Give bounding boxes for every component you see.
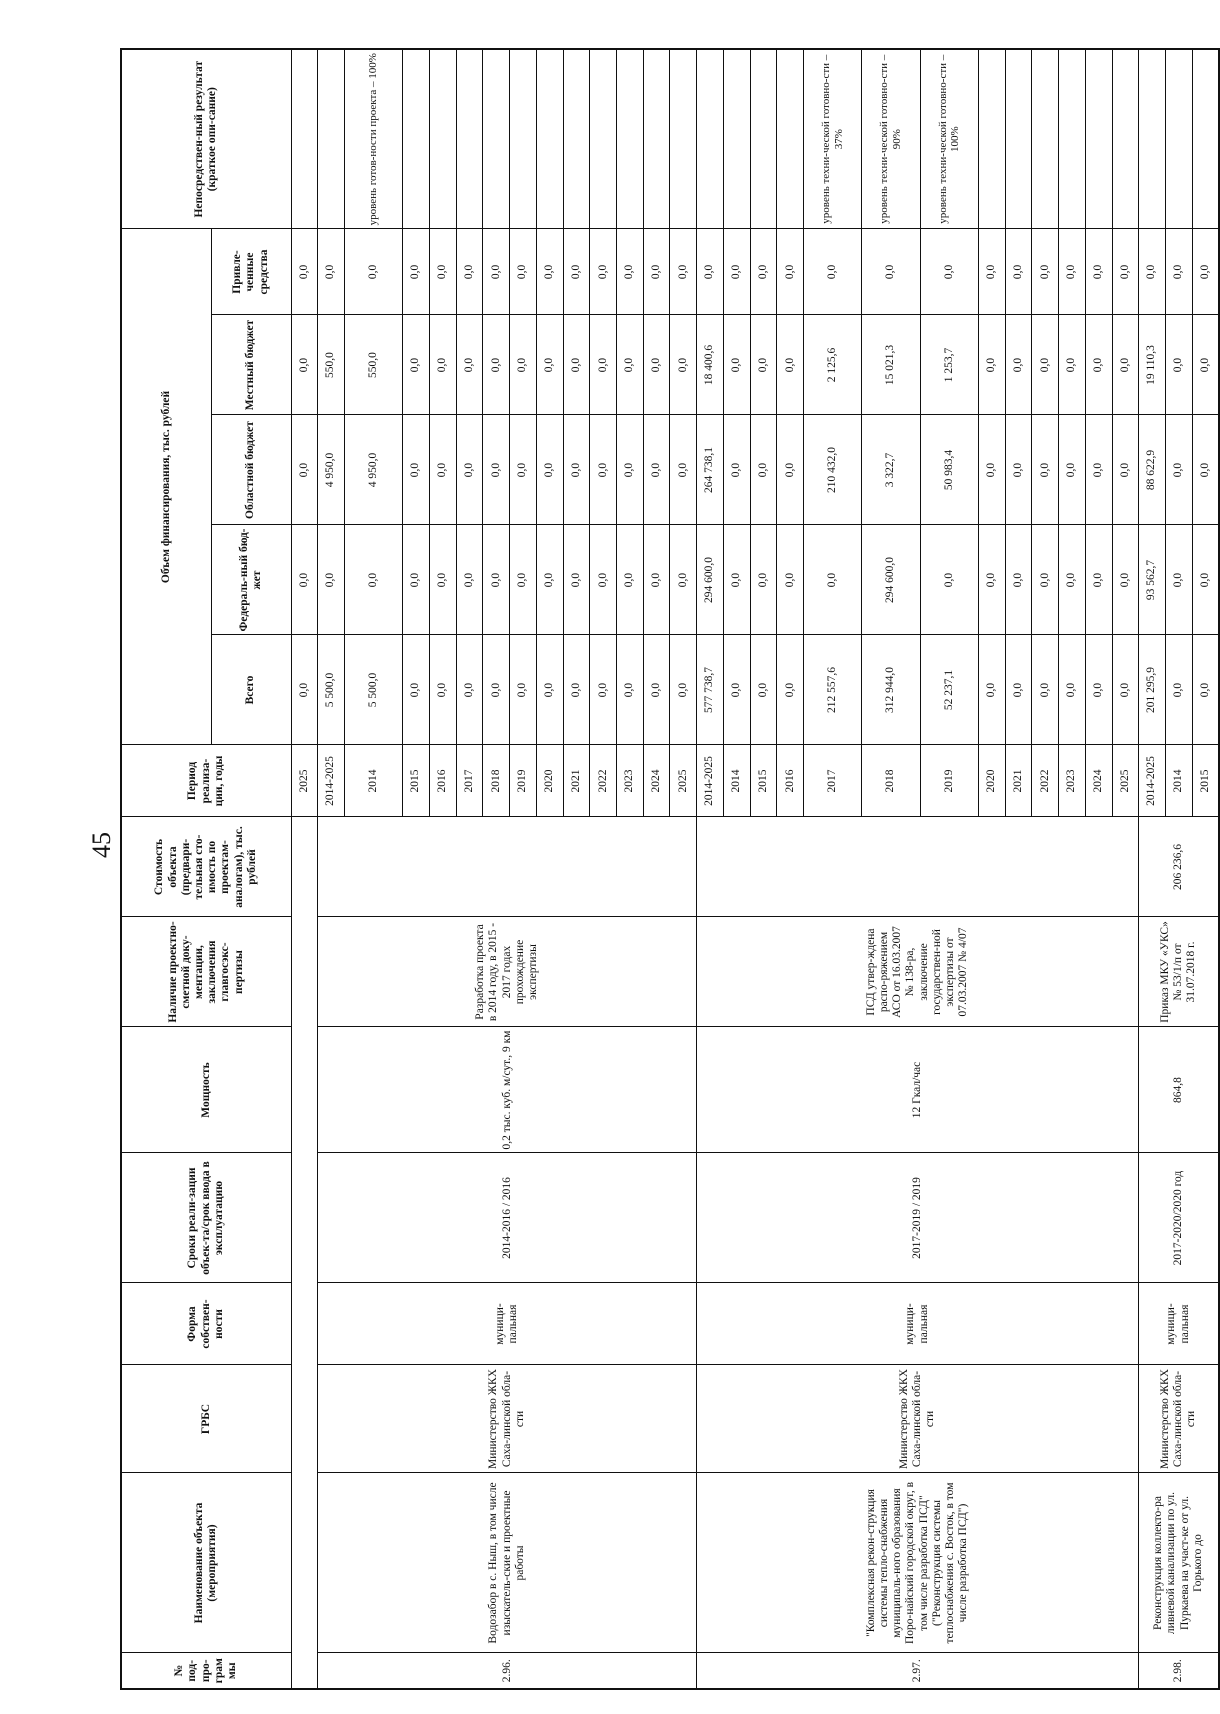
cell-federal: 0,0 xyxy=(750,525,777,635)
cell-total: 312 944,0 xyxy=(862,635,920,745)
cell-federal: 0,0 xyxy=(777,525,804,635)
cell-year: 2014-2025 xyxy=(318,745,345,817)
cell-total: 212 557,6 xyxy=(804,635,862,745)
cell-year: 2022 xyxy=(590,745,617,817)
cell-year: 2025 xyxy=(291,745,318,817)
cell-regional: 0,0 xyxy=(723,415,750,525)
cell-regional: 0,0 xyxy=(616,415,643,525)
cell-local: 0,0 xyxy=(456,315,483,415)
cell-year: 2014-2025 xyxy=(697,745,724,817)
cell-local: 0,0 xyxy=(1005,315,1032,415)
cell-attracted: 0,0 xyxy=(750,229,777,315)
cell-year: 2017 xyxy=(456,745,483,817)
cell-local: 18 400,6 xyxy=(697,315,724,415)
header-funding-group: Объем финансирования, тыс. рублей xyxy=(121,229,211,745)
cell-psd: Приказ МКУ «УКС» № 53/1/п от 31.07.2018 г. xyxy=(1139,917,1219,1027)
cell-capacity: 12 Гкал/час xyxy=(697,1027,1139,1153)
cell-total: 0,0 xyxy=(1032,635,1059,745)
cell-year: 2020 xyxy=(978,745,1005,817)
cell-result xyxy=(483,49,510,229)
cell-attracted: 0,0 xyxy=(318,229,345,315)
cell-attracted: 0,0 xyxy=(590,229,617,315)
cell-federal: 0,0 xyxy=(1085,525,1112,635)
cell-federal: 0,0 xyxy=(723,525,750,635)
cell-capacity: 0,2 тыс. куб. м/сут., 9 км xyxy=(318,1027,697,1153)
cell-regional: 0,0 xyxy=(1085,415,1112,525)
cell-total: 0,0 xyxy=(670,635,697,745)
cell-result xyxy=(1032,49,1059,229)
cell-year: 2015 xyxy=(750,745,777,817)
cell-year: 2018 xyxy=(483,745,510,817)
cell-attracted: 0,0 xyxy=(777,229,804,315)
cell-year: 2025 xyxy=(670,745,697,817)
cell-total: 0,0 xyxy=(291,635,318,745)
cell-federal: 294 600,0 xyxy=(862,525,920,635)
cell-year: 2025 xyxy=(1112,745,1139,817)
cell-local: 0,0 xyxy=(616,315,643,415)
cell-cost xyxy=(318,817,697,917)
cell-local: 550,0 xyxy=(318,315,345,415)
cell-local: 0,0 xyxy=(1059,315,1086,415)
cell-result xyxy=(563,49,590,229)
cell-year: 2021 xyxy=(563,745,590,817)
cell-local: 0,0 xyxy=(291,315,318,415)
cell-local: 0,0 xyxy=(403,315,430,415)
header-psd: Наличие проектно-сметной доку-ментации, заключения главгосэкс-пертизы xyxy=(121,917,291,1027)
cell-total: 0,0 xyxy=(1112,635,1139,745)
cell-regional: 210 432,0 xyxy=(804,415,862,525)
cell-federal: 0,0 xyxy=(1165,525,1192,635)
cell-federal: 0,0 xyxy=(670,525,697,635)
cell-total: 0,0 xyxy=(643,635,670,745)
cell-terms: 2014-2016 / 2016 xyxy=(318,1153,697,1283)
program-table xyxy=(120,48,1220,1690)
cell-grbs: Министерство ЖКХ Саха-линской обла-сти xyxy=(318,1365,697,1473)
cell-federal: 93 562,7 xyxy=(1139,525,1166,635)
cell-total: 0,0 xyxy=(777,635,804,745)
header-grbs: ГРБС xyxy=(121,1365,291,1473)
cell-year: 2016 xyxy=(429,745,456,817)
cell-year: 2021 xyxy=(1005,745,1032,817)
cell-year: 2015 xyxy=(403,745,430,817)
cell-local: 19 110,3 xyxy=(1139,315,1166,415)
cell-federal: 0,0 xyxy=(643,525,670,635)
cell-total: 0,0 xyxy=(403,635,430,745)
cell-object-name: Реконструкция коллекто-ра ливневой канализации по ул. Пуркаева на участ-ке от ул. Горького до xyxy=(1139,1473,1219,1653)
cell-attracted: 0,0 xyxy=(429,229,456,315)
cell-year: 2024 xyxy=(1085,745,1112,817)
cell-year: 2018 xyxy=(862,745,920,817)
cell-local: 0,0 xyxy=(536,315,563,415)
cell-regional: 0,0 xyxy=(510,415,537,525)
cell-result xyxy=(1005,49,1032,229)
cell-regional: 0,0 xyxy=(429,415,456,525)
cell-total: 0,0 xyxy=(1059,635,1086,745)
table-row xyxy=(1139,49,1166,1689)
header-terms: Сроки реали-зации объек-та/срок ввода в эксплуатацию xyxy=(121,1153,291,1283)
cell-local: 0,0 xyxy=(510,315,537,415)
cell-result: уровень техни-ческой готовно-сти – 100% xyxy=(920,49,978,229)
cell-attracted: 0,0 xyxy=(697,229,724,315)
cell-regional: 0,0 xyxy=(777,415,804,525)
cell-local: 0,0 xyxy=(1032,315,1059,415)
cell-cost xyxy=(697,817,1139,917)
cell-regional: 0,0 xyxy=(291,415,318,525)
cell-attracted: 0,0 xyxy=(978,229,1005,315)
cell-total: 201 295,9 xyxy=(1139,635,1166,745)
cell-result xyxy=(318,49,345,229)
cell-total: 0,0 xyxy=(536,635,563,745)
cell-result xyxy=(1139,49,1166,229)
cell-year: 2019 xyxy=(510,745,537,817)
cell-local: 0,0 xyxy=(429,315,456,415)
cell-attracted: 0,0 xyxy=(563,229,590,315)
cell-attracted: 0,0 xyxy=(536,229,563,315)
cell-grbs: Министерство ЖКХ Саха-линской обла-сти xyxy=(1139,1365,1219,1473)
cell-federal: 0,0 xyxy=(1192,525,1219,635)
cell-result xyxy=(510,49,537,229)
cell-total: 0,0 xyxy=(1005,635,1032,745)
cell-year: 2016 xyxy=(777,745,804,817)
cell-result xyxy=(777,49,804,229)
cell-result xyxy=(1165,49,1192,229)
cell-attracted: 0,0 xyxy=(403,229,430,315)
cell-attracted: 0,0 xyxy=(1032,229,1059,315)
cell-result xyxy=(978,49,1005,229)
cell-attracted: 0,0 xyxy=(723,229,750,315)
cell-year: 2024 xyxy=(643,745,670,817)
cell-federal: 0,0 xyxy=(616,525,643,635)
cell-local: 0,0 xyxy=(1112,315,1139,415)
cell-regional: 0,0 xyxy=(456,415,483,525)
cell-local: 0,0 xyxy=(643,315,670,415)
header-capacity: Мощность xyxy=(121,1027,291,1153)
cell-result xyxy=(291,49,318,229)
cell-federal: 0,0 xyxy=(403,525,430,635)
cell-attracted: 0,0 xyxy=(1112,229,1139,315)
cell-result xyxy=(697,49,724,229)
cell-result xyxy=(1112,49,1139,229)
cell-result xyxy=(429,49,456,229)
cell-federal: 0,0 xyxy=(510,525,537,635)
cell-local: 550,0 xyxy=(344,315,402,415)
cell-regional: 3 322,7 xyxy=(862,415,920,525)
cell-result xyxy=(723,49,750,229)
cell-total: 0,0 xyxy=(456,635,483,745)
cell-result xyxy=(590,49,617,229)
header-name: Наименование объекта (мероприятия) xyxy=(121,1473,291,1653)
cell-local: 0,0 xyxy=(670,315,697,415)
cell-regional: 0,0 xyxy=(1032,415,1059,525)
cell-federal: 0,0 xyxy=(456,525,483,635)
cell-regional: 4 950,0 xyxy=(318,415,345,525)
cell-year: 2014 xyxy=(723,745,750,817)
cell-local: 0,0 xyxy=(777,315,804,415)
cell-result xyxy=(643,49,670,229)
cell-local: 0,0 xyxy=(750,315,777,415)
cell-ownership: муници-пальная xyxy=(318,1283,697,1365)
cell-federal: 0,0 xyxy=(1005,525,1032,635)
cell-local: 15 021,3 xyxy=(862,315,920,415)
cell-total: 0,0 xyxy=(750,635,777,745)
cell-attracted: 0,0 xyxy=(510,229,537,315)
cell-regional: 264 738,1 xyxy=(697,415,724,525)
cell-year: 2014-2025 xyxy=(1139,745,1166,817)
cell-federal: 0,0 xyxy=(1112,525,1139,635)
cell-total: 5 500,0 xyxy=(344,635,402,745)
cell-regional: 0,0 xyxy=(1112,415,1139,525)
cell-federal: 0,0 xyxy=(536,525,563,635)
cell-result xyxy=(1192,49,1219,229)
cell-attracted: 0,0 xyxy=(1139,229,1166,315)
cell-total: 52 237,1 xyxy=(920,635,978,745)
rotated-table-wrapper xyxy=(120,50,1220,1690)
cell-local: 0,0 xyxy=(563,315,590,415)
cell-regional: 88 622,9 xyxy=(1139,415,1166,525)
cell-local: 0,0 xyxy=(1085,315,1112,415)
cell-total: 0,0 xyxy=(510,635,537,745)
cell-local: 2 125,6 xyxy=(804,315,862,415)
cell-psd: ПСД утвер-ждена распо-ряжением АСО от 16.03.2007 № 138-ра, заключение государствен-ной экспертизы от 07.03.2007 № 4/07 xyxy=(697,917,1139,1027)
cell-attracted: 0,0 xyxy=(670,229,697,315)
cell-regional: 0,0 xyxy=(643,415,670,525)
continuation-cell xyxy=(291,817,318,1689)
cell-result xyxy=(1059,49,1086,229)
header-regional: Областной бюджет xyxy=(211,415,291,525)
cell-total: 0,0 xyxy=(723,635,750,745)
cell-regional: 0,0 xyxy=(670,415,697,525)
header-ownership: Форма собствен-ности xyxy=(121,1283,291,1365)
header-total: Всего xyxy=(211,635,291,745)
cell-regional: 50 983,4 xyxy=(920,415,978,525)
cell-total: 0,0 xyxy=(483,635,510,745)
cell-result xyxy=(536,49,563,229)
cell-year: 2022 xyxy=(1032,745,1059,817)
cell-regional: 0,0 xyxy=(1059,415,1086,525)
cell-attracted: 0,0 xyxy=(1059,229,1086,315)
cell-attracted: 0,0 xyxy=(1192,229,1219,315)
cell-result xyxy=(616,49,643,229)
cell-object-name: Водозабор в с. Ныш, в том числе изыскатель-ские и проектные работы xyxy=(318,1473,697,1653)
cell-total: 0,0 xyxy=(1165,635,1192,745)
cell-regional: 0,0 xyxy=(1005,415,1032,525)
cell-result xyxy=(670,49,697,229)
cell-num: 2.98. xyxy=(1139,1653,1219,1689)
cell-local: 1 253,7 xyxy=(920,315,978,415)
cell-regional: 0,0 xyxy=(536,415,563,525)
cell-total: 0,0 xyxy=(563,635,590,745)
cell-year: 2020 xyxy=(536,745,563,817)
cell-local: 0,0 xyxy=(1165,315,1192,415)
cell-federal: 294 600,0 xyxy=(697,525,724,635)
header-num: № под-про-грам мы xyxy=(121,1653,291,1689)
cell-federal: 0,0 xyxy=(318,525,345,635)
cell-terms: 2017-2019 / 2019 xyxy=(697,1153,1139,1283)
cell-total: 577 738,7 xyxy=(697,635,724,745)
cell-result xyxy=(1085,49,1112,229)
cell-federal: 0,0 xyxy=(978,525,1005,635)
cell-federal: 0,0 xyxy=(344,525,402,635)
table-row xyxy=(697,49,724,1689)
cell-attracted: 0,0 xyxy=(1165,229,1192,315)
cell-num: 2.97. xyxy=(697,1653,1139,1689)
cell-terms: 2017-2020/2020 год xyxy=(1139,1153,1219,1283)
cell-ownership: муници-пальная xyxy=(1139,1283,1219,1365)
cell-attracted: 0,0 xyxy=(1085,229,1112,315)
cell-attracted: 0,0 xyxy=(291,229,318,315)
cell-year: 2015 xyxy=(1192,745,1219,817)
cell-result: уровень готов-ности проекта – 100% xyxy=(344,49,402,229)
cell-ownership: муници-пальная xyxy=(697,1283,1139,1365)
cell-attracted: 0,0 xyxy=(862,229,920,315)
cell-total: 0,0 xyxy=(616,635,643,745)
cell-attracted: 0,0 xyxy=(1005,229,1032,315)
cell-result xyxy=(403,49,430,229)
cell-year: 2014 xyxy=(1165,745,1192,817)
cell-total: 0,0 xyxy=(1085,635,1112,745)
cell-local: 0,0 xyxy=(723,315,750,415)
cell-regional: 0,0 xyxy=(590,415,617,525)
header-period: Период реализа-ции, годы xyxy=(121,745,291,817)
cell-year: 2019 xyxy=(920,745,978,817)
cell-federal: 0,0 xyxy=(429,525,456,635)
cell-total: 0,0 xyxy=(590,635,617,745)
cell-total: 0,0 xyxy=(1192,635,1219,745)
header-cost: Стоимость объекта (предвари-тельная сто-имость по проектам-аналогам), тыс. рублей xyxy=(121,817,291,917)
header-attracted: Привле-ченные средства xyxy=(211,229,291,315)
cell-result: уровень техни-ческой готовно-сти – 90% xyxy=(862,49,920,229)
cell-result xyxy=(456,49,483,229)
cell-regional: 0,0 xyxy=(978,415,1005,525)
cell-federal: 0,0 xyxy=(590,525,617,635)
header-federal: Федераль-ный бюд-жет xyxy=(211,525,291,635)
cell-federal: 0,0 xyxy=(804,525,862,635)
cell-federal: 0,0 xyxy=(1032,525,1059,635)
cell-attracted: 0,0 xyxy=(616,229,643,315)
cell-regional: 0,0 xyxy=(403,415,430,525)
cell-result: уровень техни-ческой готовно-сти – 37% xyxy=(804,49,862,229)
cell-local: 0,0 xyxy=(1192,315,1219,415)
cell-total: 0,0 xyxy=(429,635,456,745)
cell-regional: 0,0 xyxy=(1192,415,1219,525)
cell-attracted: 0,0 xyxy=(920,229,978,315)
cell-capacity: 864,8 xyxy=(1139,1027,1219,1153)
cell-regional: 0,0 xyxy=(750,415,777,525)
cell-regional: 0,0 xyxy=(563,415,590,525)
cell-regional: 0,0 xyxy=(1165,415,1192,525)
cell-local: 0,0 xyxy=(590,315,617,415)
cell-year: 2023 xyxy=(616,745,643,817)
cell-year: 2014 xyxy=(344,745,402,817)
cell-total: 0,0 xyxy=(978,635,1005,745)
cell-result xyxy=(750,49,777,229)
table-row xyxy=(291,49,318,1689)
page-number: 45 xyxy=(87,832,116,858)
cell-cost: 206 236,6 xyxy=(1139,817,1219,917)
cell-local: 0,0 xyxy=(978,315,1005,415)
cell-total: 5 500,0 xyxy=(318,635,345,745)
cell-regional: 4 950,0 xyxy=(344,415,402,525)
cell-year: 2017 xyxy=(804,745,862,817)
cell-attracted: 0,0 xyxy=(456,229,483,315)
cell-object-name: "Комплексная рекон-струкция системы тепло-снабжения муниципаль-ного образования Поро-найский городской округ, в том числе разработка ПСД" ("Реконструкция системы теплоснабжения с. Восток, в том числе разработка ПСД") xyxy=(697,1473,1139,1653)
cell-grbs: Министерство ЖКХ Саха-линской обла-сти xyxy=(697,1365,1139,1473)
cell-federal: 0,0 xyxy=(483,525,510,635)
cell-federal: 0,0 xyxy=(563,525,590,635)
header-local: Местный бюджет xyxy=(211,315,291,415)
cell-local: 0,0 xyxy=(483,315,510,415)
cell-federal: 0,0 xyxy=(291,525,318,635)
table-row xyxy=(318,49,345,1689)
cell-federal: 0,0 xyxy=(920,525,978,635)
cell-attracted: 0,0 xyxy=(643,229,670,315)
header-result: Непосредствен-ный результат (краткое опи-сание) xyxy=(121,49,291,229)
cell-psd: Разработка проекта в 2014 году, в 2015 - 2017 годах прохождение экспертизы xyxy=(318,917,697,1027)
cell-regional: 0,0 xyxy=(483,415,510,525)
cell-num: 2.96. xyxy=(318,1653,697,1689)
cell-year: 2023 xyxy=(1059,745,1086,817)
cell-federal: 0,0 xyxy=(1059,525,1086,635)
cell-attracted: 0,0 xyxy=(483,229,510,315)
cell-attracted: 0,0 xyxy=(804,229,862,315)
cell-attracted: 0,0 xyxy=(344,229,402,315)
